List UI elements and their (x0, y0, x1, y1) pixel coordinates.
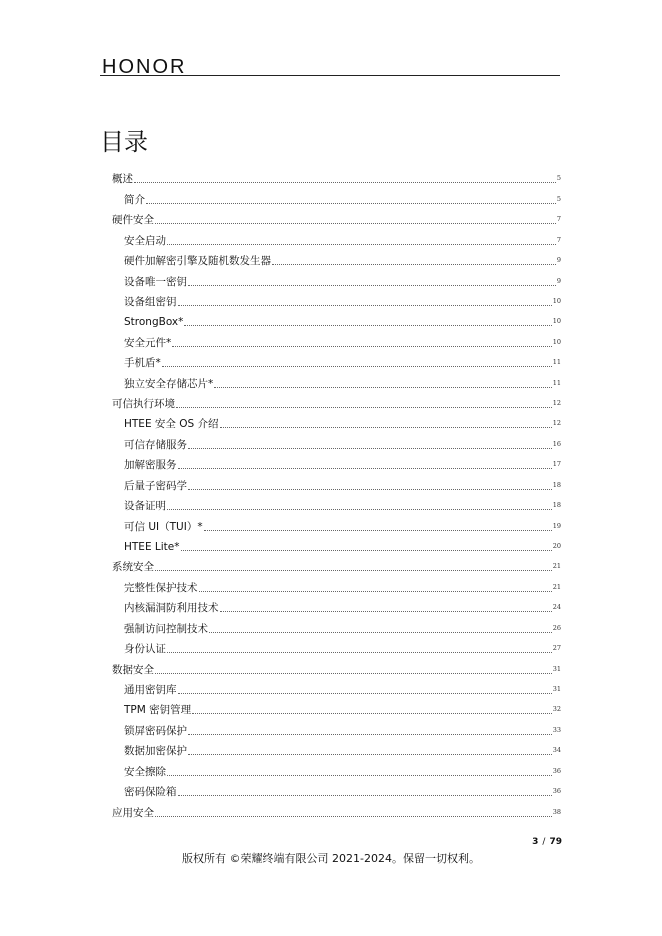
toc-entry-label: TPM 密钥管理 (124, 704, 192, 717)
toc-entry-page: 24 (552, 603, 561, 612)
toc-entry[interactable] (112, 248, 561, 268)
toc-entry[interactable] (112, 636, 561, 656)
toc-title: 目录 (100, 128, 148, 156)
toc-entry-label: 安全擦除 (124, 765, 166, 778)
toc-entry-page: 26 (552, 623, 561, 632)
toc-entry[interactable] (112, 309, 561, 329)
toc-entry-page: 18 (552, 501, 561, 510)
toc-entry-label: 手机盾* (124, 357, 161, 370)
toc-entry-label: 应用安全 (112, 806, 154, 819)
toc-entry[interactable] (112, 779, 561, 799)
toc-entry-page: 17 (552, 460, 561, 469)
toc-entry-label: 加解密服务 (124, 459, 177, 472)
toc-entry-label: 完整性保护技术 (124, 581, 198, 594)
toc-entry-label: 身份认证 (124, 643, 166, 656)
toc-entry-page: 16 (552, 439, 561, 448)
dot-leader (178, 468, 552, 469)
toc-entry[interactable] (112, 350, 561, 370)
dot-leader (167, 509, 552, 510)
toc-entry-page: 12 (552, 399, 561, 408)
toc-entry-page: 27 (552, 644, 561, 653)
dot-leader (188, 734, 552, 735)
dot-leader (162, 366, 552, 367)
table-of-contents (112, 166, 561, 820)
dot-leader (188, 489, 552, 490)
toc-entry-label: HTEE 安全 OS 介绍 (124, 418, 219, 431)
toc-entry-page: 20 (552, 542, 561, 551)
toc-entry[interactable] (112, 758, 561, 778)
toc-entry-label: 安全元件* (124, 336, 172, 349)
toc-entry-label: 内核漏洞防利用技术 (124, 602, 219, 615)
toc-entry[interactable] (112, 493, 561, 513)
toc-entry[interactable] (112, 329, 561, 349)
current-page: 3 (532, 837, 539, 847)
toc-entry-page: 9 (556, 256, 561, 265)
toc-entry-page: 5 (556, 174, 561, 183)
dot-leader (199, 591, 552, 592)
dot-leader (155, 570, 552, 571)
toc-entry-page: 34 (552, 746, 561, 755)
toc-entry-page: 10 (552, 296, 561, 305)
dot-leader (155, 816, 552, 817)
toc-entry-label: 硬件加解密引擎及随机数发生器 (124, 255, 271, 268)
dot-leader (176, 407, 552, 408)
toc-entry[interactable] (112, 431, 561, 451)
toc-entry-page: 5 (556, 194, 561, 203)
dot-leader (146, 203, 556, 204)
toc-entry-page: 31 (552, 684, 561, 693)
toc-entry-page: 31 (552, 664, 561, 673)
dot-leader (134, 182, 556, 183)
page-separator: / (542, 837, 546, 847)
toc-entry-label: 可信存储服务 (124, 438, 187, 451)
dot-leader (155, 673, 552, 674)
toc-entry-label: StrongBox* (124, 316, 184, 329)
dot-leader (178, 305, 552, 306)
toc-entry[interactable] (112, 615, 561, 635)
dot-leader (188, 754, 552, 755)
toc-entry-page: 36 (552, 787, 561, 796)
toc-entry[interactable] (112, 656, 561, 676)
toc-entry[interactable] (112, 370, 561, 390)
dot-leader (220, 427, 552, 428)
toc-entry[interactable] (112, 472, 561, 492)
toc-entry-label: 可信执行环境 (112, 398, 175, 411)
toc-entry[interactable] (112, 452, 561, 472)
toc-entry-label: 数据加密保护 (124, 745, 187, 758)
toc-entry-page: 9 (556, 276, 561, 285)
dot-leader (188, 448, 552, 449)
toc-entry[interactable] (112, 534, 561, 554)
page-number (532, 837, 562, 847)
toc-entry[interactable] (112, 738, 561, 758)
toc-entry[interactable] (112, 166, 561, 186)
toc-entry[interactable] (112, 677, 561, 697)
toc-entry-label: 通用密钥库 (124, 683, 177, 696)
toc-entry-page: 21 (552, 582, 561, 591)
total-pages: 79 (549, 837, 562, 847)
dot-leader (167, 244, 556, 245)
header-divider (100, 75, 560, 76)
dot-leader (178, 795, 552, 796)
toc-entry[interactable] (112, 289, 561, 309)
dot-leader (181, 550, 552, 551)
toc-entry-label: 硬件安全 (112, 214, 154, 227)
toc-entry-page: 19 (552, 521, 561, 530)
toc-entry-label: 可信 UI（TUI）* (124, 520, 203, 533)
dot-leader (172, 346, 551, 347)
toc-entry-label: 强制访问控制技术 (124, 622, 208, 635)
toc-entry-label: 概述 (112, 173, 133, 186)
toc-entry-label: 密码保险箱 (124, 786, 177, 799)
toc-entry-page: 33 (552, 725, 561, 734)
toc-entry[interactable] (112, 697, 561, 717)
toc-entry-page: 21 (552, 562, 561, 571)
dot-leader (167, 652, 552, 653)
toc-entry-label: 设备组密钥 (124, 295, 177, 308)
dot-leader (188, 285, 556, 286)
toc-entry-label: 锁屏密码保护 (124, 724, 187, 737)
honor-logo: HONOR (102, 56, 187, 78)
toc-entry-label: 设备证明 (124, 500, 166, 513)
toc-entry[interactable] (112, 411, 561, 431)
toc-entry-label: 后量子密码学 (124, 479, 187, 492)
dot-leader (272, 264, 556, 265)
toc-entry-page: 10 (552, 317, 561, 326)
dot-leader (214, 387, 551, 388)
dot-leader (220, 611, 552, 612)
toc-entry-page: 36 (552, 766, 561, 775)
dot-leader (209, 632, 552, 633)
toc-entry-page: 11 (552, 378, 561, 387)
dot-leader (178, 693, 552, 694)
toc-entry-page: 38 (552, 807, 561, 816)
toc-entry-page: 7 (556, 215, 561, 224)
toc-entry[interactable] (112, 799, 561, 819)
dot-leader (184, 325, 551, 326)
footer-copyright: 版权所有 ©荣耀终端有限公司 2021-2024。保留一切权利。 (182, 852, 480, 865)
toc-entry-page: 18 (552, 480, 561, 489)
toc-entry-page: 10 (552, 337, 561, 346)
toc-entry-page: 32 (552, 705, 561, 714)
toc-entry-page: 12 (552, 419, 561, 428)
toc-entry[interactable] (112, 574, 561, 594)
toc-entry-label: 数据安全 (112, 663, 154, 676)
toc-entry-page: 7 (556, 235, 561, 244)
dot-leader (192, 713, 552, 714)
toc-entry[interactable] (112, 391, 561, 411)
toc-entry-label: 系统安全 (112, 561, 154, 574)
toc-entry[interactable] (112, 207, 561, 227)
toc-entry[interactable] (112, 268, 561, 288)
toc-entry-page: 11 (552, 358, 561, 367)
toc-entry[interactable] (112, 717, 561, 737)
toc-entry[interactable] (112, 554, 561, 574)
dot-leader (155, 223, 556, 224)
toc-entry-label: 独立安全存储芯片* (124, 377, 214, 390)
toc-entry[interactable] (112, 227, 561, 247)
dot-leader (204, 530, 552, 531)
toc-entry-label: 简介 (124, 193, 145, 206)
dot-leader (167, 775, 552, 776)
toc-entry-label: 设备唯一密钥 (124, 275, 187, 288)
toc-entry-label: 安全启动 (124, 234, 166, 247)
toc-entry[interactable] (112, 186, 561, 206)
toc-entry-label: HTEE Lite* (124, 541, 180, 554)
toc-entry[interactable] (112, 513, 561, 533)
toc-entry[interactable] (112, 595, 561, 615)
